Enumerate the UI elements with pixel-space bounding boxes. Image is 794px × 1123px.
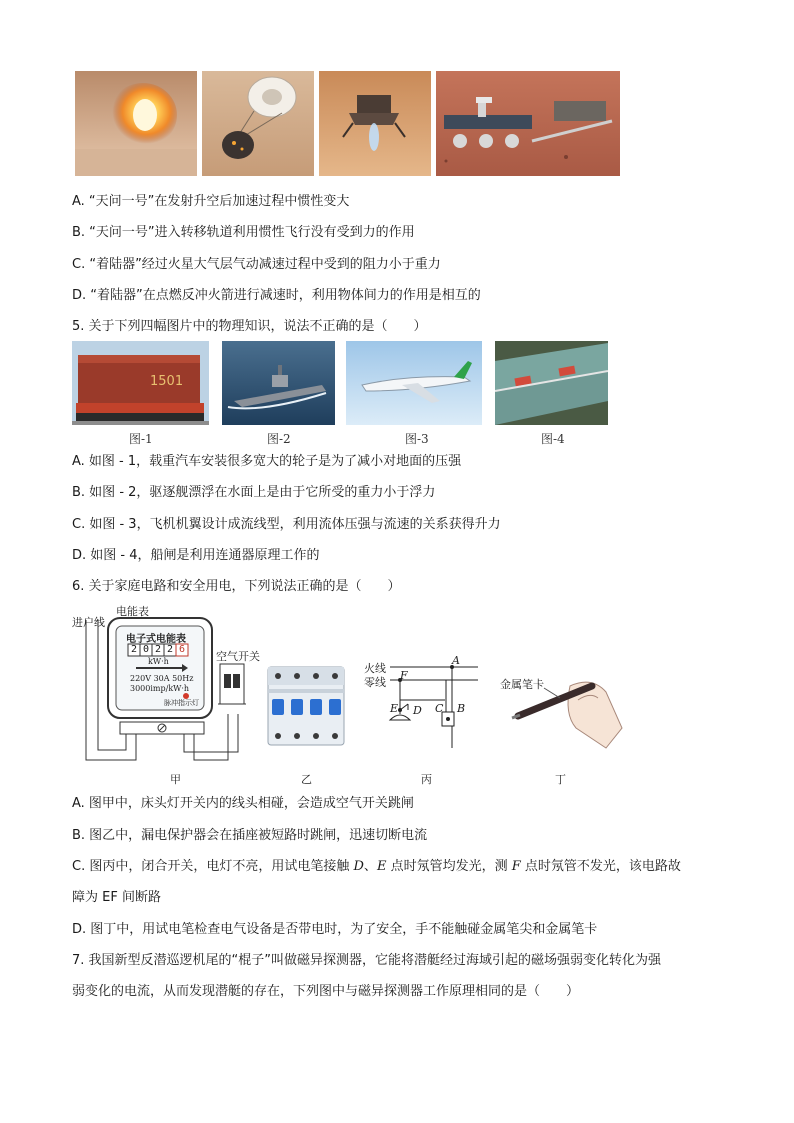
label-yi: 乙 [301, 773, 312, 786]
point-c: C [435, 702, 444, 715]
photo-parachute [202, 71, 314, 176]
q5-stem: 5. 关于下列四幅图片中的物理知识，说法不正确的是（ ） [72, 319, 427, 334]
caption-fig-1: 图-1 [129, 432, 153, 446]
incoming-line-label: 进户线 [72, 616, 105, 629]
point-e: E [390, 702, 399, 715]
q6-stem: 6. 关于家庭电路和安全用电，下列说法正确的是（ ） [72, 579, 401, 594]
meter-digit: 0 [143, 644, 150, 655]
q6-option-c-line2: 障为 EF 间断路 [72, 890, 161, 905]
q5-option-a: A. 如图 - 1，载重汽车安装很多宽大的轮子是为了减小对地面的压强 [72, 454, 462, 469]
photo-mars-rover [436, 71, 620, 176]
neutral-wire-label: 零线 [364, 676, 386, 689]
air-switch-label: 空气开关 [216, 650, 260, 663]
q4-option-a: A. “天问一号”在发射升空后加速过程中惯性变大 [72, 194, 350, 209]
point-a: A [452, 654, 460, 667]
meter-indicator-label: 脉冲指示灯 [164, 699, 199, 707]
meter-digit-last: 6 [179, 644, 186, 655]
q6-c-point-f: F [511, 859, 521, 874]
meter-title-label: 电能表 [116, 605, 149, 618]
q5-option-c: C. 如图 - 3，飞机机翼设计成流线型，利用流体压强与流速的关系获得升力 [72, 517, 501, 532]
q6-option-c-line1 [72, 858, 681, 876]
label-jia: 甲 [170, 773, 181, 786]
photo-airplane [346, 341, 482, 425]
q6-c-sep: 、 [363, 859, 377, 874]
live-wire-label: 火线 [364, 662, 386, 675]
meter-digit: 2 [155, 644, 162, 655]
meter-unit-label: kW·h [148, 657, 169, 666]
diagram-ding-pen [500, 668, 630, 753]
q6-c-text-mid: 点时氖管均发光，测 [386, 859, 512, 874]
q7-stem-line2: 弱变化的电流，从而发现潜艇的存在，下列图中与磁异探测器工作原理相同的是（ ） [72, 984, 580, 999]
photo-rocket-plasma [75, 71, 197, 176]
caption-fig-2: 图-2 [267, 432, 291, 446]
label-ding: 丁 [555, 773, 566, 786]
q5-option-b: B. 如图 - 2，驱逐舰漂浮在水面上是由于它所受的重力小于浮力 [72, 485, 436, 500]
meter-spec1-label: 220V 30A 50Hz [130, 674, 194, 683]
meter-digit: 2 [167, 644, 174, 655]
q7-stem-line1: 7. 我国新型反潜巡逻机尾的“棍子”叫做磁异探测器，它能将潜艇经过海域引起的磁场强弱变化转化为强 [72, 953, 662, 968]
photo-lander [319, 71, 431, 176]
q6-c-point-d: D [353, 859, 364, 874]
photo-destroyer [222, 341, 335, 425]
q5-option-d: D. 如图 - 4，船闸是利用连通器原理工作的 [72, 548, 320, 563]
diagram-bing-circuit [360, 652, 480, 757]
photo-ship-lock [495, 341, 608, 425]
q6-c-text-post: 点时氖管不发光，该电路故 [520, 859, 681, 874]
point-d: D [413, 704, 422, 717]
meter-spec2-label: 3000imp/kW·h [130, 684, 190, 693]
q6-c-text-pre: C. 图丙中，闭合开关，电灯不亮，用试电笔接触 [72, 859, 354, 874]
q6-c-point-e: E [376, 859, 387, 874]
q6-option-d: D. 图丁中，用试电笔检查电气设备是否带电时，为了安全，手不能触碰金属笔尖和金属笔卡 [72, 922, 598, 937]
label-bing: 丙 [421, 773, 432, 786]
pen-clip-label: 金属笔卡 [500, 678, 544, 691]
caption-fig-4: 图-4 [541, 432, 565, 446]
caption-fig-3: 图-3 [405, 432, 429, 446]
diagram-jia [68, 600, 278, 770]
svg-text:1501: 1501 [150, 374, 184, 389]
point-b: B [457, 702, 466, 715]
q6-option-b: B. 图乙中，漏电保护器会在插座被短路时跳闸，迅速切断电流 [72, 828, 428, 843]
meter-digit: 2 [131, 644, 138, 655]
diagram-yi-breaker [266, 665, 346, 747]
meter-name-label: 电子式电能表 [126, 634, 186, 645]
photo-heavy-truck [72, 341, 209, 425]
q6-option-a: A. 图甲中，床头灯开关内的线头相碰，会造成空气开关跳闸 [72, 796, 414, 811]
point-f: F [400, 669, 408, 682]
q4-option-b: B. “天问一号”进入转移轨道利用惯性飞行没有受到力的作用 [72, 225, 415, 240]
q4-option-d: D. “着陆器”在点燃反冲火箭进行减速时，利用物体间力的作用是相互的 [72, 288, 481, 303]
q4-option-c: C. “着陆器”经过火星大气层气动减速过程中受到的阻力小于重力 [72, 257, 441, 272]
